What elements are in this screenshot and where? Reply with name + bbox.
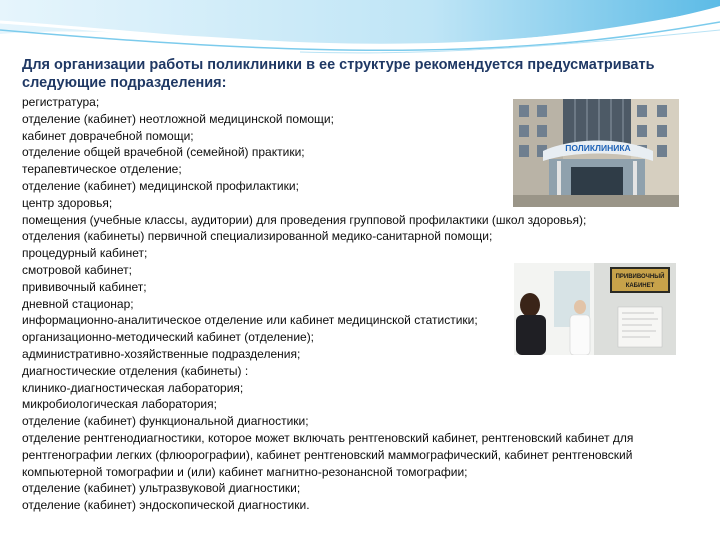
list-item: смотровой кабинет; [22,262,132,277]
list-item: организационно-методический кабинет (отделение); [22,330,315,345]
list-item: терапевтическое отделение; [22,162,182,177]
list-item: информационно-аналитическое отделение или кабинет медицинской статистики; [22,313,478,328]
list-item: кабинет доврачебной помощи; [22,128,194,143]
slide-title: Для организации работы поликлиники в ее структуре рекомендуется предусматривать следующие подразделения: [22,57,655,91]
cabinet-sign-line1: ПРИВИВОЧНЫЙ [615,274,665,280]
list-item: диагностические отделения (кабинеты) : [22,363,249,378]
list-item: отделение (кабинет) ультразвуковой диагностики; [22,481,301,496]
list-item: помещения (учебные классы, аудитории) для проведения групповой профилактики (школ здоровья); [22,212,587,227]
header-wave-decoration [0,0,720,60]
list-item: отделение (кабинет) медицинской профилактики; [22,178,299,193]
list-item: отделение (кабинет) функциональной диагностики; [22,414,309,429]
list-item: микробиологическая лаборатория; [22,397,217,412]
list-item: административно-хозяйственные подразделения; [22,346,301,361]
list-item: отделение общей врачебной (семейной) практики; [22,145,305,160]
list-item: центр здоровья; [22,195,113,210]
list-item: отделение (кабинет) эндоскопической диагностики. [22,498,310,513]
cabinet-sign-line2: КАБИНЕТ [625,283,655,289]
list-item: клинико-диагностическая лаборатория; [22,380,244,395]
list-item: процедурный кабинет; [22,246,148,261]
list-item: прививочный кабинет; [22,279,147,294]
list-item: отделение рентгенодиагностики, которое может включать рентгеновский кабинет, рентгеновский кабинет для рентгенографии легких (флюорографии), кабинет рентгеновский маммографический, кабинет рентгеновский компьютерной томографии и (или) кабинет магнитно-резонансной томографии; [22,430,634,479]
building-sign-text: ПОЛИКЛИНИКА [565,143,631,153]
list-item: отделения (кабинеты) первичной специализированной медико-санитарной помощи; [22,229,493,244]
vaccination-room-photo [514,263,676,355]
list-item: отделение (кабинет) неотложной медицинской помощи; [22,111,334,126]
clinic-building-photo [513,99,679,207]
list-item: дневной стационар; [22,296,134,311]
list-item: регистратура; [22,95,100,109]
